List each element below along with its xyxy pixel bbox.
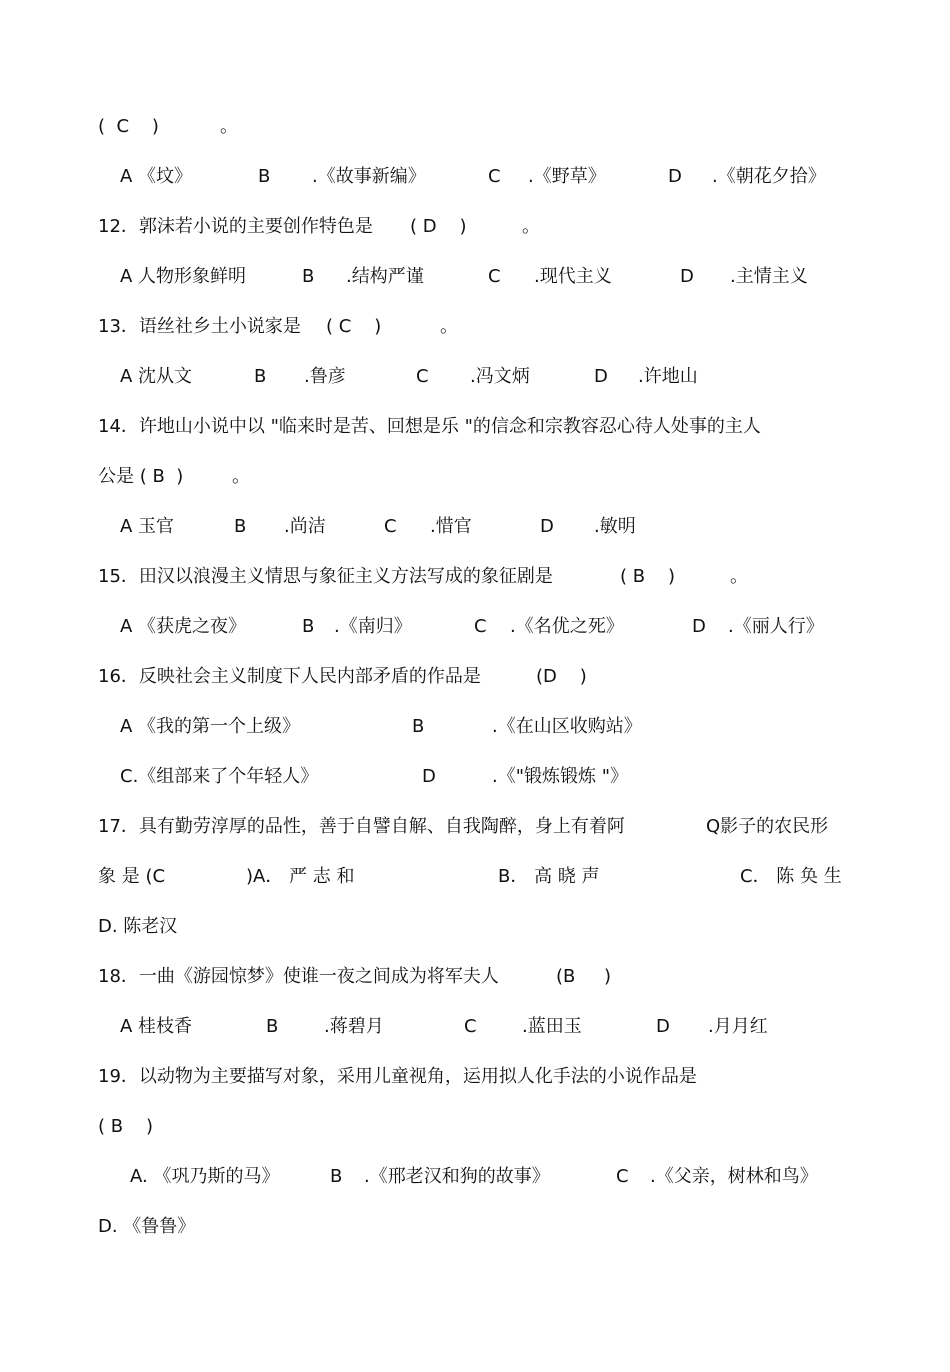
- answer-bracket: ( B ): [98, 1116, 154, 1137]
- option-a: )A． 严 志 和: [246, 866, 355, 887]
- answer-bracket: ( B ): [620, 566, 676, 587]
- question-text-end: Q影子的农民形: [706, 816, 829, 837]
- answer-bracket: ( D ): [410, 216, 467, 237]
- period: 。: [232, 466, 250, 487]
- option-d: .主情主义: [730, 266, 808, 287]
- option-a: A. 《巩乃斯的马》: [130, 1166, 280, 1187]
- line-q11-answer: [0, 112, 238, 142]
- line-q16-options-cd: [0, 762, 629, 792]
- option-b-letter: B: [412, 716, 425, 737]
- answer-bracket: ( C ): [98, 116, 159, 137]
- option-b-letter: B: [302, 616, 315, 637]
- option-c: C． 陈 奂 生: [740, 866, 842, 887]
- option-b: .《邢老汉和狗的故事》: [364, 1166, 550, 1187]
- question-text: 15．田汉以浪漫主义情思与象征主义方法写成的象征剧是: [98, 566, 553, 587]
- option-b-letter: B: [254, 366, 267, 387]
- option-b-letter: B: [258, 166, 271, 187]
- option-c-letter: C: [474, 616, 487, 637]
- line-q19-option-d: [0, 1212, 196, 1242]
- option-b: .尚洁: [284, 516, 326, 537]
- option-d: .《"锻炼锻炼 "》: [492, 766, 629, 787]
- option-b-letter: B: [266, 1016, 279, 1037]
- option-d: .月月红: [708, 1016, 768, 1037]
- line-q18-options: [0, 1012, 768, 1042]
- option-d-letter: D: [692, 616, 706, 637]
- option-a: A 《坟》: [120, 166, 193, 187]
- line-q14: [0, 412, 761, 442]
- period: 。: [522, 216, 540, 237]
- line-q11-options: [0, 162, 826, 192]
- option-d-letter: D: [540, 516, 554, 537]
- option-d: .《丽人行》: [728, 616, 824, 637]
- line-q13-options: [0, 362, 698, 392]
- option-a: A 桂枝香: [120, 1016, 193, 1037]
- period: 。: [730, 566, 748, 587]
- option-d: D. 《鲁鲁》: [98, 1216, 196, 1237]
- question-text: 18．一曲《游园惊梦》使谁一夜之间成为将军夫人: [98, 966, 499, 987]
- line-q12-options: [0, 262, 808, 292]
- option-c: C.《组部来了个年轻人》: [120, 766, 319, 787]
- option-c: .《野草》: [528, 166, 606, 187]
- question-text: 17．具有勤劳淳厚的品性，善于自譬自解、自我陶醉，身上有着阿: [98, 816, 625, 837]
- option-c: .冯文炳: [470, 366, 530, 387]
- option-d-letter: D: [668, 166, 682, 187]
- option-c-letter: C: [416, 366, 429, 387]
- option-a: A 《获虎之夜》: [120, 616, 247, 637]
- line-q15: [0, 562, 748, 592]
- line-q14-cont: [0, 462, 250, 492]
- question-text: 14．许地山小说中以 "临来时是苦、回想是乐 "的信念和宗教容忍心待人处事的主人: [98, 416, 761, 437]
- option-c-letter: C: [488, 166, 501, 187]
- option-c: .《名优之死》: [510, 616, 624, 637]
- answer-bracket: 象 是 (C: [98, 866, 166, 887]
- option-a: A 《我的第一个上级》: [120, 716, 301, 737]
- option-b: B． 高 晓 声: [498, 866, 600, 887]
- option-b: .鲁彦: [304, 366, 346, 387]
- option-d: .《朝花夕拾》: [712, 166, 826, 187]
- line-q19-answer: [0, 1112, 154, 1142]
- line-q18: [0, 962, 612, 992]
- option-b: .蒋碧月: [324, 1016, 384, 1037]
- line-q16-options-ab: [0, 712, 642, 742]
- option-b: .《故事新编》: [312, 166, 426, 187]
- option-d-letter: D: [422, 766, 436, 787]
- period: 。: [220, 116, 238, 137]
- option-c: .蓝田玉: [522, 1016, 582, 1037]
- option-b-letter: B: [302, 266, 315, 287]
- line-q12: [0, 212, 540, 242]
- line-q16: [0, 662, 587, 692]
- line-q19-options: [0, 1162, 818, 1192]
- option-c-letter: C: [464, 1016, 477, 1037]
- question-text: 13．语丝社乡土小说家是: [98, 316, 301, 337]
- option-b: .《在山区收购站》: [492, 716, 642, 737]
- option-b-letter: B: [234, 516, 247, 537]
- option-b: .结构严谨: [346, 266, 424, 287]
- option-d-letter: D: [680, 266, 694, 287]
- option-a: A 沈从文: [120, 366, 193, 387]
- option-d-letter: D: [656, 1016, 670, 1037]
- option-b-letter: B: [330, 1166, 343, 1187]
- question-text: 16．反映社会主义制度下人民内部矛盾的作品是: [98, 666, 481, 687]
- line-q13: [0, 312, 458, 342]
- answer-bracket: (D ): [536, 666, 587, 687]
- question-text: 19．以动物为主要描写对象，采用儿童视角，运用拟人化手法的小说作品是: [98, 1066, 697, 1087]
- line-q17-option-d: [0, 912, 178, 942]
- option-c-letter: C: [616, 1166, 629, 1187]
- option-d: .敏明: [594, 516, 636, 537]
- option-a: A 玉官: [120, 516, 175, 537]
- answer-bracket: ( C ): [326, 316, 382, 337]
- option-c: .《父亲，树林和鸟》: [650, 1166, 818, 1187]
- option-d: .许地山: [638, 366, 698, 387]
- option-b: .《南归》: [334, 616, 412, 637]
- line-q17-cont: [0, 862, 842, 892]
- option-c-letter: C: [384, 516, 397, 537]
- period: 。: [440, 316, 458, 337]
- question-text: 公是 ( B ): [98, 466, 184, 487]
- option-d-letter: D: [594, 366, 608, 387]
- option-a: A 人物形象鲜明: [120, 266, 247, 287]
- line-q15-options: [0, 612, 824, 642]
- question-text: 12．郭沫若小说的主要创作特色是: [98, 216, 373, 237]
- answer-bracket: (B ): [556, 966, 612, 987]
- line-q14-options: [0, 512, 636, 542]
- option-c: .惜官: [430, 516, 472, 537]
- line-q19: [0, 1062, 697, 1092]
- line-q17: [0, 812, 829, 842]
- option-c-letter: C: [488, 266, 501, 287]
- option-d: D. 陈老汉: [98, 916, 178, 937]
- option-c: .现代主义: [534, 266, 612, 287]
